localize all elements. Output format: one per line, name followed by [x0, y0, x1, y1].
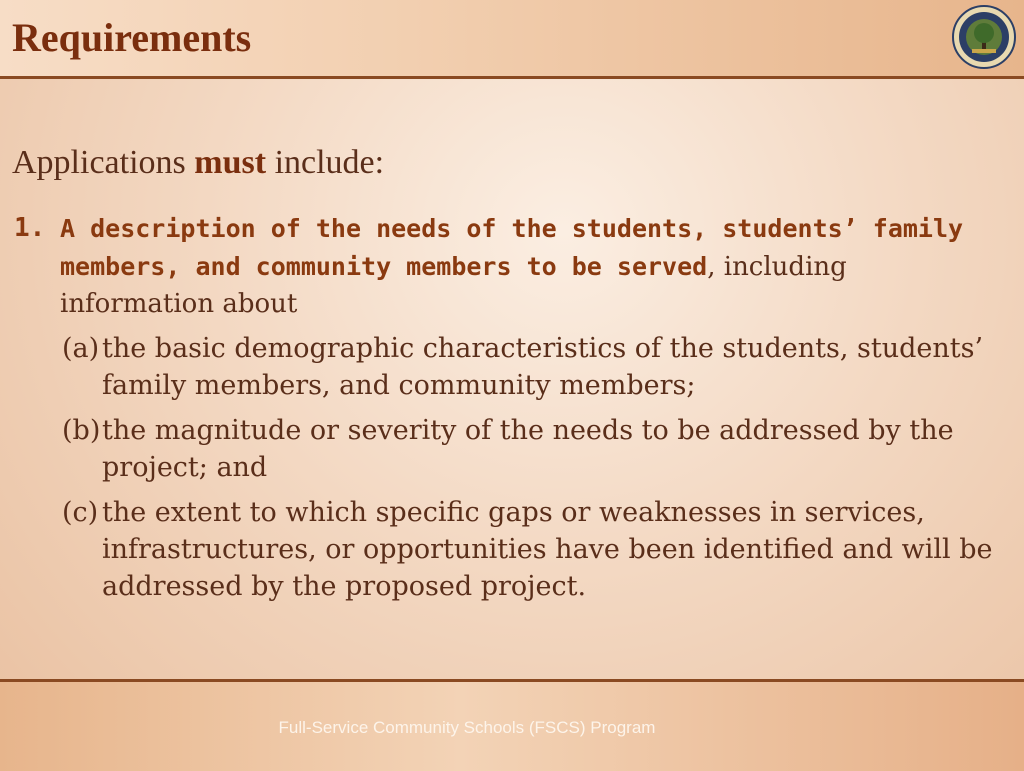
list-item-1 [14, 210, 974, 323]
slide-title: Requirements [12, 15, 252, 60]
list-item-plain-text: , including information about [60, 252, 847, 319]
sub-item-label: (c) [62, 497, 99, 528]
sub-item-text: the magnitude or severity of the needs to be addressed by the project; and [102, 415, 954, 483]
sub-item-c [62, 494, 1012, 605]
sub-item-b [62, 412, 1012, 486]
department-of-education-seal-icon [952, 5, 1016, 69]
lead-after: include: [266, 144, 385, 181]
list-item-bold-text: A description of the needs of the students, students’ family members, and community members to be served [60, 214, 964, 281]
footer-text: Full-Service Community Schools (FSCS) Program [278, 718, 656, 737]
sub-item-label: (a) [62, 333, 100, 364]
lead-emphasis: must [194, 144, 267, 181]
lead-before: Applications [12, 144, 195, 181]
title-bar [0, 0, 1024, 79]
sub-item-text: the basic demographic characteristics of the students, students’ family members, and community members; [102, 333, 984, 401]
sub-item-text: the extent to which specific gaps or weaknesses in services, infrastructures, or opportunities have been identified and will be addressed by the proposed project. [102, 497, 993, 602]
lead-sentence [12, 144, 384, 182]
sub-item-a [62, 330, 1012, 404]
sub-item-label: (b) [62, 415, 101, 446]
list-item-number: 1. [14, 213, 46, 243]
slide-content [0, 80, 1024, 680]
